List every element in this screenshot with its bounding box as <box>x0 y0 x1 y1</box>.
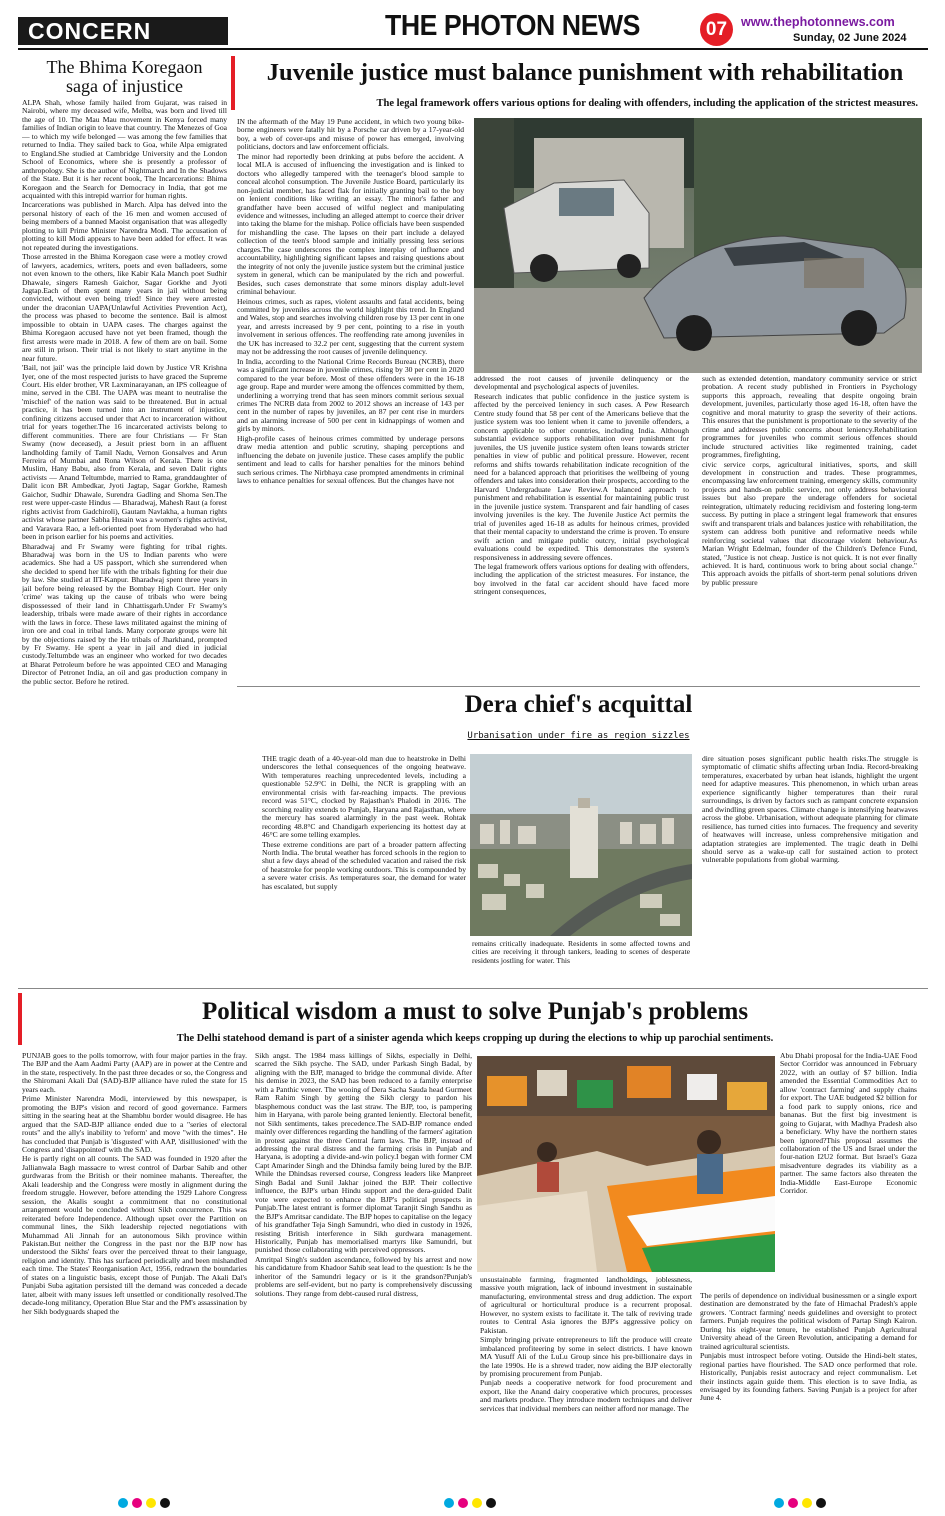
punjab-paragraph: Abu Dhabi proposal for the India-UAE Food Sector Corridor was announced in February 2022, with an outlay of $7 billion. India amended the Essential Commodities Act to allow 'contract farming' and supply chains for export. The UAE budgeted $2 billion for a food park to supply onions, rice and bananas. But the first big investment is going to Gujarat, with Madhya Pradesh also a beneficiary. Why have the northern states been ignored?This proposal assumes the collaboration of the US and Israel under the four-nation I2U2 format. But Israel's Gaza misadventure degrades its viability as a partner. The same factors also threaten the India-Middle East-Europe Economic Corridor. <box>780 1052 917 1196</box>
city-skyline-photo <box>470 754 692 936</box>
registration-mark-icon <box>146 1498 156 1508</box>
bhima-title <box>22 58 227 96</box>
punjab-paragraph: Prime Minister Narendra Modi, interviewed by this newspaper, is promoting the BJP's vision and record of good governance. Farmers sitting in the searing heat at the Shambhu border would disagree. He has argued that the SAD-BJP alliance ended due to a "series of electoral routs" and the ally's inability to 'reform' and move "with the times". He has concluded that Punjab is 'disgusted' with AAP, 'disillusioned' with the Congress and 'disappointed' with the SAD. <box>22 1094 247 1154</box>
accident-photo-illustration <box>474 118 922 373</box>
juvenile-paragraph: The minor had reportedly been drinking at pubs before the accident. A local MLA is accused of influencing the investigation and is linked to doctors who allegedly tampered with the teenager's blood sample to conceal alcohol consumption. The Juvenile Justice Board, particularly its non-judicial member, has faced flak for initially granting bail to the boy on lenient conditions like writing an essay. The minor's father and grandfather have been accused of wilful neglect and manipulating evidence and witnesses, including an alleged attempt to coerce their driver into taking the blame for the mishap. Police officials have been suspended for mishandling the case. The lapses on their part include a delayed collection of the teen's blood sample and initially pressing less serious charges.The case underscores the complex interplay of influence and accountability, highlighting significant lapses and raising questions about the integrity of not only the juvenile justice system but the criminal justice system in general, which can be manipulated by the rich and powerful. Besides, such cases demonstrate that some minors display adult-level criminal behaviour. <box>237 151 464 297</box>
dera-col1 <box>262 755 466 995</box>
juvenile-accent-bar <box>231 56 235 110</box>
punjab-col1 <box>22 1052 247 1472</box>
masthead <box>0 0 945 50</box>
newspaper-logo: THE PHOTON NEWS <box>385 10 640 42</box>
punjab-col4-bottom <box>700 1292 917 1472</box>
city-skyline-illustration <box>470 754 692 936</box>
juvenile-col1 <box>237 118 464 680</box>
registration-mark-icon <box>444 1498 454 1508</box>
punjab-accent-bar <box>18 993 22 1045</box>
party-flags-illustration <box>477 1056 775 1272</box>
dera-col3 <box>702 755 918 975</box>
dera-paragraph: remains critically inadequate. Residents in some affected towns and cities are receiving it through tankers, leading to scenes of desperate residents jostling for water. This <box>472 940 690 965</box>
section-label: CONCERN <box>18 17 228 45</box>
bhima-paragraph: Incarcerations was published in March. Alpa has delved into the personal history of each of the 16 men and women accused of being members of a banned Maoist organisation that was allegedly plotting to kill Prime Minister Narendra Modi. The accusation of plotting to kill Modi appears to have been added for effect. It was not repeated during the investigations. <box>22 200 227 252</box>
page-number-badge: 07 <box>700 13 733 46</box>
dera-col2 <box>472 940 690 972</box>
accident-photo <box>474 118 922 373</box>
punjab-paragraph: The perils of dependence on individual businessmen or a single export destination are demonstrated by the fate of Himachal Pradesh's apple growers. 'Contract farming' needs guidelines and oversight to protect farmers. Punjab requires the political wisdom of Partap Singh Kairon. During his eight-year tenure, he established Punjab Agricultural University ahead of the Green Revolution, anticipating a demand for trained agricultural scientists. <box>700 1292 917 1351</box>
registration-mark-icon <box>774 1498 784 1508</box>
registration-mark-icon <box>486 1498 496 1508</box>
bhima-article <box>22 58 227 984</box>
bhima-paragraph: Bharadwaj and Fr Swamy were fighting for tribal rights. Bharadwaj was born in the US to Indian parents who were academics. She had a US passport, which she surrendered when she decided to spend her life with the tribals fighting for their due by law. She studied at IIT-Kanpur. Bharadwaj spent three years in jail before being released by the Bombay High Court. Her only 'crime' was taking up the cause of tribals who were being dispossessed of their land in Chhattisgarh.Under Fr Swamy's leadership, tribals were made aware of their rights in accordance with the laws in force. These laws militated against the mining of iron ore and coal in tribal lands. Many corporate groups were hit by the objections raised by the Ho tribals of Jharkhand, prompted by Fr Swamy. He spent a year in jail and died in judicial custody.Teltumbde was an engineer who worked for two decades at Bharat Petroleum before he was appointed CEO and Managing Director of Petronet India, an oil and gas production company in the public sector. Before he retired. <box>22 541 227 686</box>
juvenile-paragraph: IN the aftermath of the May 19 Pune accident, in which two young bike-borne engineers were fatally hit by a Porsche car driven by a 17-year-old boy, a web of cover-ups and misuse of power has emerged, involving politicians, doctors and law enforcement officials. <box>237 118 464 152</box>
juvenile-col2 <box>474 375 689 680</box>
bhima-paragraph: 'Bail, not jail' was the principle laid down by Justice VR Krishna Iyer, one of the most respected jurists to have graced the Supreme Court. His elder brother, VR Laxminarayanan, an IPS colleague of mine, served in the CBI. The UAPA was meant to neutralise the 'mischief' of the nation was said to be threatened. But in actual practice, it has been turned into an instrument of injustice, confining citizens accused under that Act to incarceration without trial for years together.The 16 incarcerated activists belong to different communities. There are four Christians — Fr Stan Swamy (now deceased), a Jesuit priest born in an affluent landholding family of Tamil Nadu, Vernon Gonsalves and Arun Ferreira of Mumbai and Rona Wilson of Kerala. There is one Muslim, Hany Babu, also from Kerala, and seven Dalit rights activists — Anand Teltumbde, married to Rama, granddaughter of Dalit icon BR Ambedkar, Jyoti Jagtap, Sagar Gorkhe, Ramesh Gaichor, Sudhir Dhawale, Surendra Gadling and Shoma Sen.The rest were upper-caste Hindus — Bharadwaj, Mahesh Raut (a forest rights activist from Gadchiroli), Gautam Navlakha, a human rights activist whose partner Sabha Husain was a women's rights activist, and Varavara Rao, a left-oriented poet from Hyderabad who had been in prison earlier for his poems and activities. <box>22 363 227 542</box>
bhima-body <box>22 99 227 984</box>
punjab-paragraph: unsustainable farming, fragmented landholdings, joblessness, massive youth migration, lack of inbound investment in sustainable manufacturing, environmental stress and drug addiction. The export of agricultural or horticultural produce is a recurrent proposal. However, no system exists to facilitate it. The talk of reviving trade routes to Central Asia ignores the BJP's aggressive policy on Pakistan. <box>480 1276 692 1335</box>
bhima-title-line1: The Bhima Koregaon <box>46 57 203 77</box>
punjab-paragraph: He is partly right on all counts. The SAD was founded in 1920 after the Jallianwala Bagh massacre to wrest control of Darbar Sahib and other gurdwaras from the British or their nominee mahants. Thereafter, the Akali leadership and the Congress were mostly in alignment during the freedom struggle. However, before attending the 1929 Lahore Congress session, the Akalis sought a commitment that no constitutional arrangement would be concluded without Sikh concurrence. This was reiterated before Independence. Although upset over the Partition on communal lines, the Sikh leadership rejected negotiations with Muhammad Ali Jinnah for an autonomous Sikh province within Pakistan.But neither the Congress in the past nor the BJP now has understood the Sikhs' fears over the perceived threat to their language, religion and identity. This has surfaced periodically and been mishandled each time. The States' Reorganisation Act, 1956, redrawn the boundaries of states on a linguistic basis, except those of Punjab. The Akali Dal's Punjabi Suba agitation persisted till the demand was conceded a decade later, albeit with many issues left unsettled or conditionally resolved.The decade-long militancy, Operation Blue Star and the PM's assassination by her Sikh bodyguards shaped the <box>22 1154 247 1316</box>
issue-date: Sunday, 02 June 2024 <box>793 32 907 44</box>
punjab-paragraph: Sikh angst. The 1984 mass killings of Sikhs, especially in Delhi, scarred the Sikh psyche. The SAD, under Parkash Singh Badal, by aligning with the BJP, managed to bridge the communal divide. After his demise in 2023, the SAD has been reduced to a family enterprise with a Panthic veneer. The wooing of Dera Sacha Sauda head Gurmeet Ram Rahim Singh by getting the Sikh clergy to pardon his blasphemous conduct was the last straw. The BJP, too, is pampering him in Haryana, with parole being granted leniently. Electoral benefit, not Sikh sentiments, takes precedence.The SAD-BJP romance ended mainly over differences regarding the handling of the farmers' agitation in protest against the three Central farm laws. The BJP, instead of addressing the rural distress and the farming crisis in Punjab and Haryana, is adopting a divide-and-win policy.I began with former CM Capt Amarinder Singh and the Dhindsa family being lured by the BJP. While the Dhindsas reversed course, Congress leaders like Manpreet Singh Badal and Sunil Jakhar joined the BJP. Their collective influence, the BJP's urban Hindu support and the dera-guided Dalit vote were expected to enhance the BJP's political prospects in Punjab.The latest entrant is former diplomat Taranjit Singh Sandhu as the BJP's Amritsar candidate. The BJP hopes to capitalise on the legacy of his grandfather Teja Singh Samundri, who died in custody in 1926, resisting British interference in Sikh gurdwara management. Historically, Punjab has memorialised martyrs like Samundri, but punished those collaborating with perceived oppressors. <box>255 1052 472 1255</box>
party-flags-photo <box>477 1056 775 1272</box>
registration-mark-icon <box>132 1498 142 1508</box>
registration-mark-icon <box>160 1498 170 1508</box>
masthead-rule <box>18 48 928 50</box>
juvenile-headline: Juvenile justice must balance punishment with rehabilitation <box>266 59 904 86</box>
registration-mark-icon <box>118 1498 128 1508</box>
juvenile-paragraph: such as extended detention, mandatory community service or strict probation. A recent study published in Frontiers in Psychology supports this approach, revealing that despite ongoing brain development, juveniles, particularly those aged 16-18, often have the cognitive and moral maturity to grasp the severity of their actions. This ensures that the punishment is proportionate to the severity of the crime and addresses public concerns about leniency.Rehabilitation programmes for juveniles who commit serious offences should include structured activities like regimented training, cadet programmes, firefighting, <box>702 375 917 460</box>
dera-paragraph: dire situation poses significant public health risks.The struggle is symptomatic of climatic shifts affecting urban India. Record-breaking temperatures, exacerbated by urban heat islands, highlight the urgent need for adaptive measures. This phenomenon, in which urban areas experience significantly higher temperatures than their rural surroundings, is driven by factors such as rampant concrete expansion and dwindling green spaces. Climate change is intensifying heatwaves across the globe. Urbanisation, without adequate planning for climate resilience, has turned cities into furnaces. The frequency and severity of heatwaves will increase, unless comprehensive mitigation and adaptation strategies are implemented. The tragic death in Delhi should serve as a wake-up call for sustained action to protect vulnerable populations from global warming. <box>702 755 918 865</box>
punjab-subhead: The Delhi statehood demand is part of a sinister agenda which keeps cropping up during the elections to whip up parochial sentiments. <box>176 1033 774 1044</box>
registration-mark-icon <box>802 1498 812 1508</box>
bhima-paragraph: Those arrested in the Bhima Koregaon case were a motley crowd of lawyers, academics, writers, poets and even balladeers, some not even known to the others, like Kabir Kala Manch poet Sudhir Dhawale, singers Ramesh Gaichor, Sagar Gorkhe and Jyoti Jagtap.Each of them spent many years in jail without being convicted, without even being tried! Since they were arrested under the draconian UAPA(Unlawful Activities Prevention Act), the process was phased to become the sentence. Bail is almost impossible to obtain in UAPA cases. The charges against the Bhima Koregaon accused have not yet been framed, though the first arrests were made in 2018. A few of them are on bail. Some are still in prison. Their trial is not likely to start anytime in the near future. <box>22 252 227 363</box>
registration-mark-icon <box>816 1498 826 1508</box>
registration-marks <box>0 1496 945 1510</box>
punjab-headline: Political wisdom a must to solve Punjab's problems <box>201 998 749 1025</box>
juvenile-paragraph: In India, according to the National Crime Records Bureau (NCRB), there was a significant increase in juvenile crimes, rising by 30 per cent in 2020 compared to the year before. Most of these offenders were in the 16-18 age group. Rape and murder were among the offences committed by them, underlining a worrying trend that has seen minors commit serious sexual crimes The NCRB data from 2002 to 2012 shows an increase of 143 per cent in the number of rapes by juveniles, an 87 per cent rise in murders and an alarming increase of 500 per cent in kidnappings of women and girls by minors. <box>237 356 464 434</box>
juvenile-paragraph: Research indicates that public confidence in the justice system is affected by the perceived leniency in such cases. A Pew Research Centre study found that 58 per cent of the Americans believe that the justice system was too lenient when it came to juvenile offenders, a concern applicable to other countries, including India. Although substantial evidence supports rehabilitation over punishment for juveniles, the US juvenile justice system often leans towards stricter penalties in view of public and political pressure. However, recent reforms and shifts towards rehabilitation indicate recognition of the need for a balanced approach that prioritises the wellbeing of young offenders and takes into consideration their prospects, according to the Harvard Undergraduate Law Review.A balanced approach to punishment and rehabilitation is essential for maintaining public trust in the juvenile justice system. Transparent and fair handling of cases involving juveniles is the key. The Juvenile Justice Act permits the trial of juveniles aged 16-18 as adults for heinous crimes, provided that their mental capacity to understand the crime is proven. To ensure swift action and mitigate public outcry, initial psychological evaluations could be expedited. This demonstrates the system's responsiveness in addressing severe offences. <box>474 391 689 562</box>
bhima-title-line2: saga of injustice <box>66 76 183 96</box>
juvenile-col3 <box>702 375 917 680</box>
punjab-paragraph: PUNJAB goes to the polls tomorrow, with four major parties in the fray. The BJP and the Aam Aadmi Party (AAP) are in power at the Centre and in the state, respectively. In the past three decades or so, the Congress and the Shiromani Akali Dal (SAD)-BJP alliance have ruled the state for 15 years each. <box>22 1052 247 1094</box>
registration-mark-icon <box>458 1498 468 1508</box>
registration-mark-icon <box>472 1498 482 1508</box>
juvenile-paragraph: addressed the root causes of juvenile delinquency or the developmental and psychological aspects of juveniles. <box>474 375 689 392</box>
punjab-paragraph: Punjabis must introspect before voting. Outside the Hindi-belt states, regional parties have flourished. The SAD once performed that role. Historically, Punjabis resist autocracy and reject communalism. Let their instincts again guide them. This election is to save India, as envisaged by its founding fathers. Saving Punjab is a project for after June 4. <box>700 1351 917 1403</box>
juvenile-paragraph: High-profile cases of heinous crimes committed by underage persons draw media attention and public scrutiny, shaping perceptions and influencing the debate on juvenile justice. These cases amplify the public sentiment and lead to calls for harsher penalties for the minors behind such serious crimes. The Nirbhaya case prompted amendments in criminal laws to enhance penalties for sexual offences. But the changes have not <box>237 433 464 486</box>
punjab-col2 <box>255 1052 472 1472</box>
juvenile-paragraph: civic service corps, agricultural initiatives, sports, and skill development in construction and trades. These programmes, encompassing law enforcement training, emergency skills, community projects and hands-on public service, not only address behavioural issues but also prepare the underage offenders for societal reintegration, ultimately reducing recidivism and fostering long-term success. By putting in place a stringent legal framework that ensures swift and transparent trials and balances justice with rehabilitation, the system can address both punitive and reformative needs while reinforcing societal values that discourage violent behaviour.As Marian Wright Edelman, founder of the Children's Defence Fund, stated, "Justice is not cheap. Justice is not quick. It is not ever finally achieved. It is hard, continuous work to bring about social change." This approach avoids the pitfalls of short-term penal solutions driven by public pressure <box>702 459 917 587</box>
website-link[interactable]: www.thephotonnews.com <box>741 15 895 29</box>
registration-mark-icon <box>788 1498 798 1508</box>
punjab-paragraph: Amritpal Singh's sudden ascendance, followed by his arrest and now his candidature from Khadoor Sahib seat lead to the question: Is he the inheritor of the Samundri legacy or is it the grandson?Punjab's problems are self-evident, but no party is comprehensively discussing solutions. They range from debt-caused rural distress, <box>255 1254 472 1298</box>
punjab-col3 <box>480 1276 692 1472</box>
punjab-paragraph: Simply bringing private entrepreneurs to lift the produce will create imbalanced profiteering by some in select districts. I have known MA Yusuff Ali of the LuLu Group since his pre-billionaire days in the late 1990s. He is a shrewd trader, now aiding the BJP electorally by promising procurement from Punjab. <box>480 1335 692 1378</box>
juvenile-paragraph: The legal framework offers various options for dealing with offenders, including the application of the strictest measures. For instance, the boy involved in the fatal car accident should have faced more stringent consequences, <box>474 561 689 597</box>
punjab-divider <box>18 988 928 989</box>
dera-paragraph: These extreme conditions are part of a broader pattern affecting North India. The brutal weather has forced schools in the region to shut a few days ahead of the scheduled vacation and raised the risk of heatstroke for people working outdoors. This is compounded by a severe water crisis. As temperatures soar, the demand for water has escalated, but supply <box>262 839 466 891</box>
punjab-paragraph: Punjab needs a cooperative network for food procurement and export, like the Anand dairy cooperative which procures, processes and markets produce. They introduce modern techniques and deliver services that individual members can neither afford nor manage. The <box>480 1378 692 1413</box>
dera-paragraph: THE tragic death of a 40-year-old man due to heatstroke in Delhi underscores the lethal consequences of the ongoing heatwave. With temperatures reaching unprecedented levels, including a questionable 52.9°C in Delhi, the NCR is grappling with an environmental crisis with far-reaching impacts. The previous record was 51°C, clocked by Rajasthan's Phalodi in 2016. The scorching reality extends to Punjab, Haryana and Rajasthan, where the mercury has soared alarmingly in the past week. Rohtak recording 48.8°C and Chandigarh experiencing its hottest day at 46°C are some telling examples. <box>262 755 466 840</box>
dera-divider <box>237 686 920 687</box>
juvenile-paragraph: Heinous crimes, such as rapes, violent assaults and fatal accidents, being committed by juveniles across the world highlight this trend. In England and Wales, stop and searches involving children rose by 13 per cent in one year, and arrests increased by 9 per cent, pointing to a rise in youth involvement in serious offences. The reoffending rate among juveniles in the UK has increased to 32.2 per cent, suggesting that the current system may not be addressing the root causes of juvenile delinquency. <box>237 296 464 357</box>
bhima-paragraph: ALPA Shah, whose family hailed from Gujarat, was raised in Nairobi, where my deceased wife, Melba, was born and lived till the age of 10. The Mau Mau movement in Kenya forced many families of Indian origin to leave that country. The Menezes of Goa — to which my wife belonged — was among the few families that returned to India. They sailed back to Goa, while Alpa emigrated to England.She studied at Cambridge University and the London School of Economics, where she is presently a professor of anthropology. She is the author of Nightmarch and In the Shadows of the State. But it is her recent book, The Incarcerations: Bhima Koregaon and the Search for Democracy in India, that got me acquainted with this intrepid warrior for human rights. <box>22 99 227 200</box>
dera-subhead: Urbanisation under fire as region sizzles <box>467 731 690 741</box>
dera-headline: Dera chief's acquittal <box>464 691 693 718</box>
juvenile-subhead: The legal framework offers various options for dealing with offenders, including the application of the strictest measures. <box>376 98 918 109</box>
punjab-col4-top <box>780 1052 917 1288</box>
